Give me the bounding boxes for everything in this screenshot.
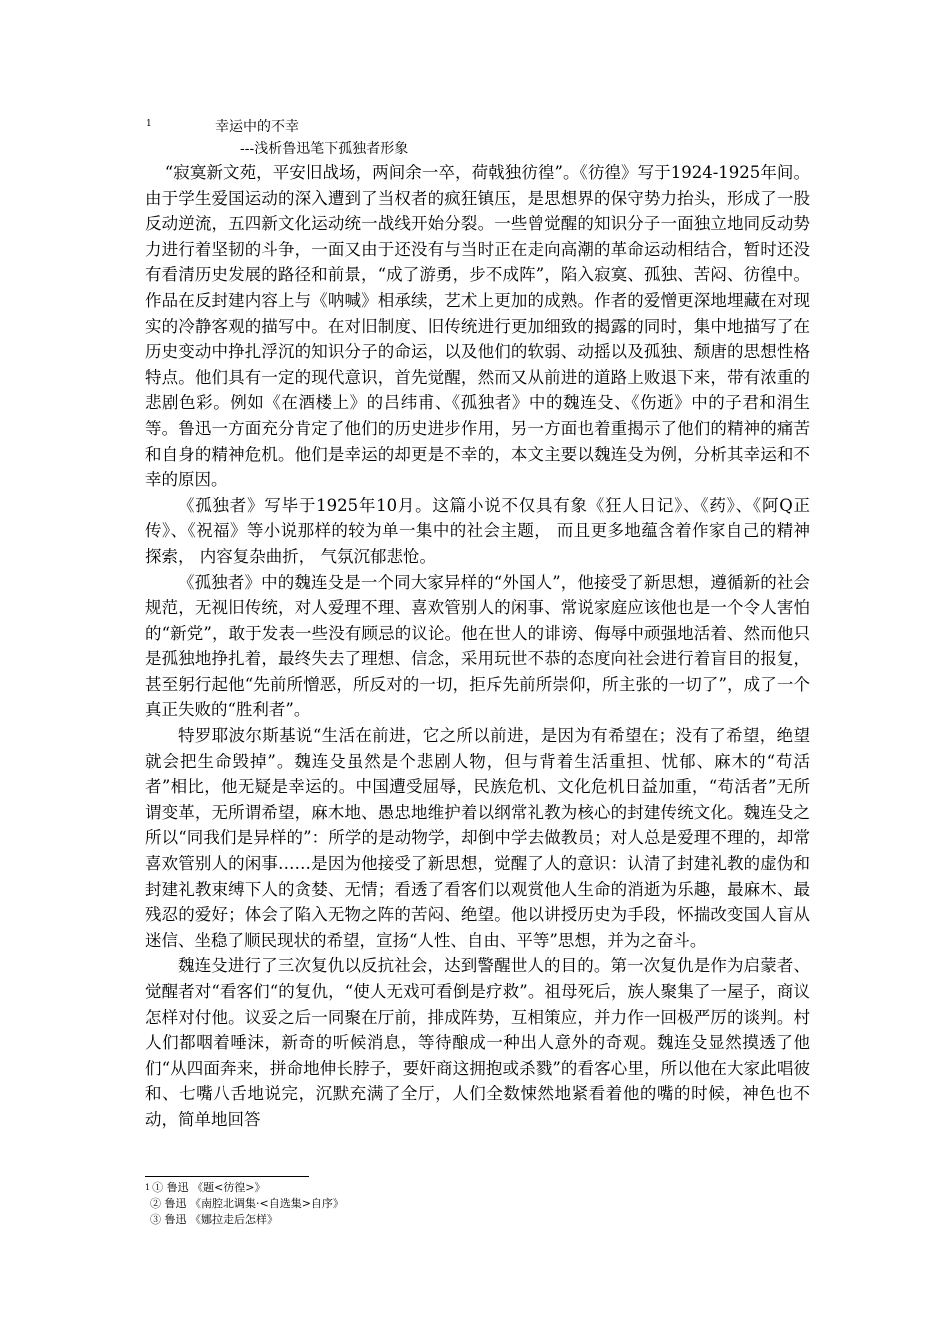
- paragraph-4: 特罗耶波尔斯基说“生活在前进，它之所以前进，是因为有希望在；没有了希望，绝望就会把生命毁掉”。魏连殳虽然是个悲剧人物，但与背着生活重担、忧郁、麻木的“苟活者”相比，他无疑是幸运的。中国遭受屈辱，民族危机、文化危机日益加重，“苟活者”无所谓变革，无所谓希望，麻木地、愚忠地维护着以纲常礼教为核心的封建传统文化。魏连殳之所以“同我们是异样的”：所学的是动物学，却倒中学去做教员；对人总是爱理不理的，却常喜欢管别人的闲事……是因为他接受了新思想，觉醒了人的意识：认清了封建礼教的虚伪和封建礼教束缚下人的贪婪、无情；看透了看客们以观赏他人生命的消逝为乐趣，最麻木、最残忍的爱好；体会了陷入无物之阵的苦闷、绝望。他以讲授历史为手段，怀揣改变国人盲从迷信、坐稳了顺民现状的希望，宣扬“人性、自由、平等”思想，并为之奋斗。: [145, 726, 810, 950]
- footnote-1: [145, 1180, 266, 1195]
- paragraph-3: 《孤独者》中的魏连殳是一个同大家异样的“外国人”，他接受了新思想，遵循新的社会规范，无视旧传统，对人爱理不理、喜欢管别人的闲事、常说家庭应该他也是一个令人害怕的“新党”，敢于发表一些没有顾忌的议论。他在世人的诽谤、侮辱中顽强地活着、然而他只是孤独地挣扎着，最终失去了理想、信念，采用玩世不恭的态度向社会进行着盲目的报复，甚至躬行起他“先前所憎恶，所反对的一切，拒斥先前所崇仰，所主张的一切了”，成了一个真正失败的“胜利者”。: [145, 572, 810, 720]
- paragraph-2: 《孤独者》写毕于1925年10月。这篇小说不仅具有象《狂人日记》、《药》、《阿Q正传》、《祝福》等小说那样的较为单一集中的社会主题， 而且更多地蕴含着作家自己的精神探索， 内容复杂曲折， 气氛沉郁悲怆。: [145, 495, 810, 566]
- footnote-3: ③ 鲁迅 《娜拉走后怎样》: [150, 1213, 278, 1226]
- paragraph-1: “寂寞新文苑，平安旧战场，两间余一卒，荷戟独彷徨”。《彷徨》写于1924-1925年间。由于学生爱国运动的深入遭到了当权者的疯狂镇压，是思想界的保守势力抬头，形成了一股反动逆流，五四新文化运动统一战线开始分裂。一些曾觉醒的知识分子一面独立地同反动势力进行着坚韧的斗争，一面又由于还没有与当时正在走向高潮的革命运动相结合，暂时还没有看清历史发展的路径和前景，“成了游勇，步不成阵”，陷入寂寞、孤独、苦闷、彷徨中。作品在反封建内容上与《呐喊》相承续，艺术上更加的成熟。作者的爱憎更深地埋藏在对现实的冷静客观的描写中。在对旧制度、旧传统进行更加细致的揭露的同时，集中地描写了在历史变动中挣扎浮沉的知识分子的命运，以及他们的软弱、动摇以及孤独、颓唐的思想性格特点。他们具有一定的现代意识，首先觉醒，然而又从前进的道路上败退下来，带有浓重的悲剧色彩。例如《在酒楼上》的吕纬甫、《孤独者》中的魏连殳、《伤逝》中的子君和涓生等。鲁迅一方面充分肯定了他们的历史进步作用，另一方面也着重揭示了他们的精神的痛苦和自身的精神危机。他们是幸运的却更是不幸的，本文主要以魏连殳为例，分析其幸运和不幸的原因。: [145, 163, 810, 490]
- paragraph-5: 魏连殳进行了三次复仇以反抗社会，达到警醒世人的目的。第一次复仇是作为启蒙者、觉醒者对“看客们“的复仇，“使人无戏可看倒是疗救”。祖母死后，族人聚集了一屋子，商议怎样对付他。议妥之后一同聚在厅前，排成阵势，互相策应，并力作一回极严厉的谈判。村人们都咽着唾沫，新奇的听候消息，等待酿成一种出人意外的奇观。魏连殳显然摸透了他们“从四面奔来，拼命地伸长脖子，要奸商这拥抱或杀戮”的看客心里，所以他在大家此唱彼和、七嘴八舌地说完，沉默充满了全厅，人们全数悚然地紧看着他的嘴的时候，神色也不动，简单地回答: [145, 956, 810, 1129]
- footnote-separator: [145, 1176, 309, 1177]
- footnote-1-text: ① 鲁迅 《题<彷徨>》: [152, 1181, 266, 1194]
- article-title: 幸运中的不幸: [215, 119, 299, 135]
- footnote-2: ② 鲁迅 《南腔北调集·<自选集>自序》: [150, 1197, 344, 1210]
- article-body: [145, 160, 810, 1133]
- article-subtitle: ---浅析鲁迅笔下孤独者形象: [240, 141, 409, 157]
- footnote-marker-bottom: 1: [145, 1183, 151, 1192]
- footnote-marker: 1: [146, 119, 152, 129]
